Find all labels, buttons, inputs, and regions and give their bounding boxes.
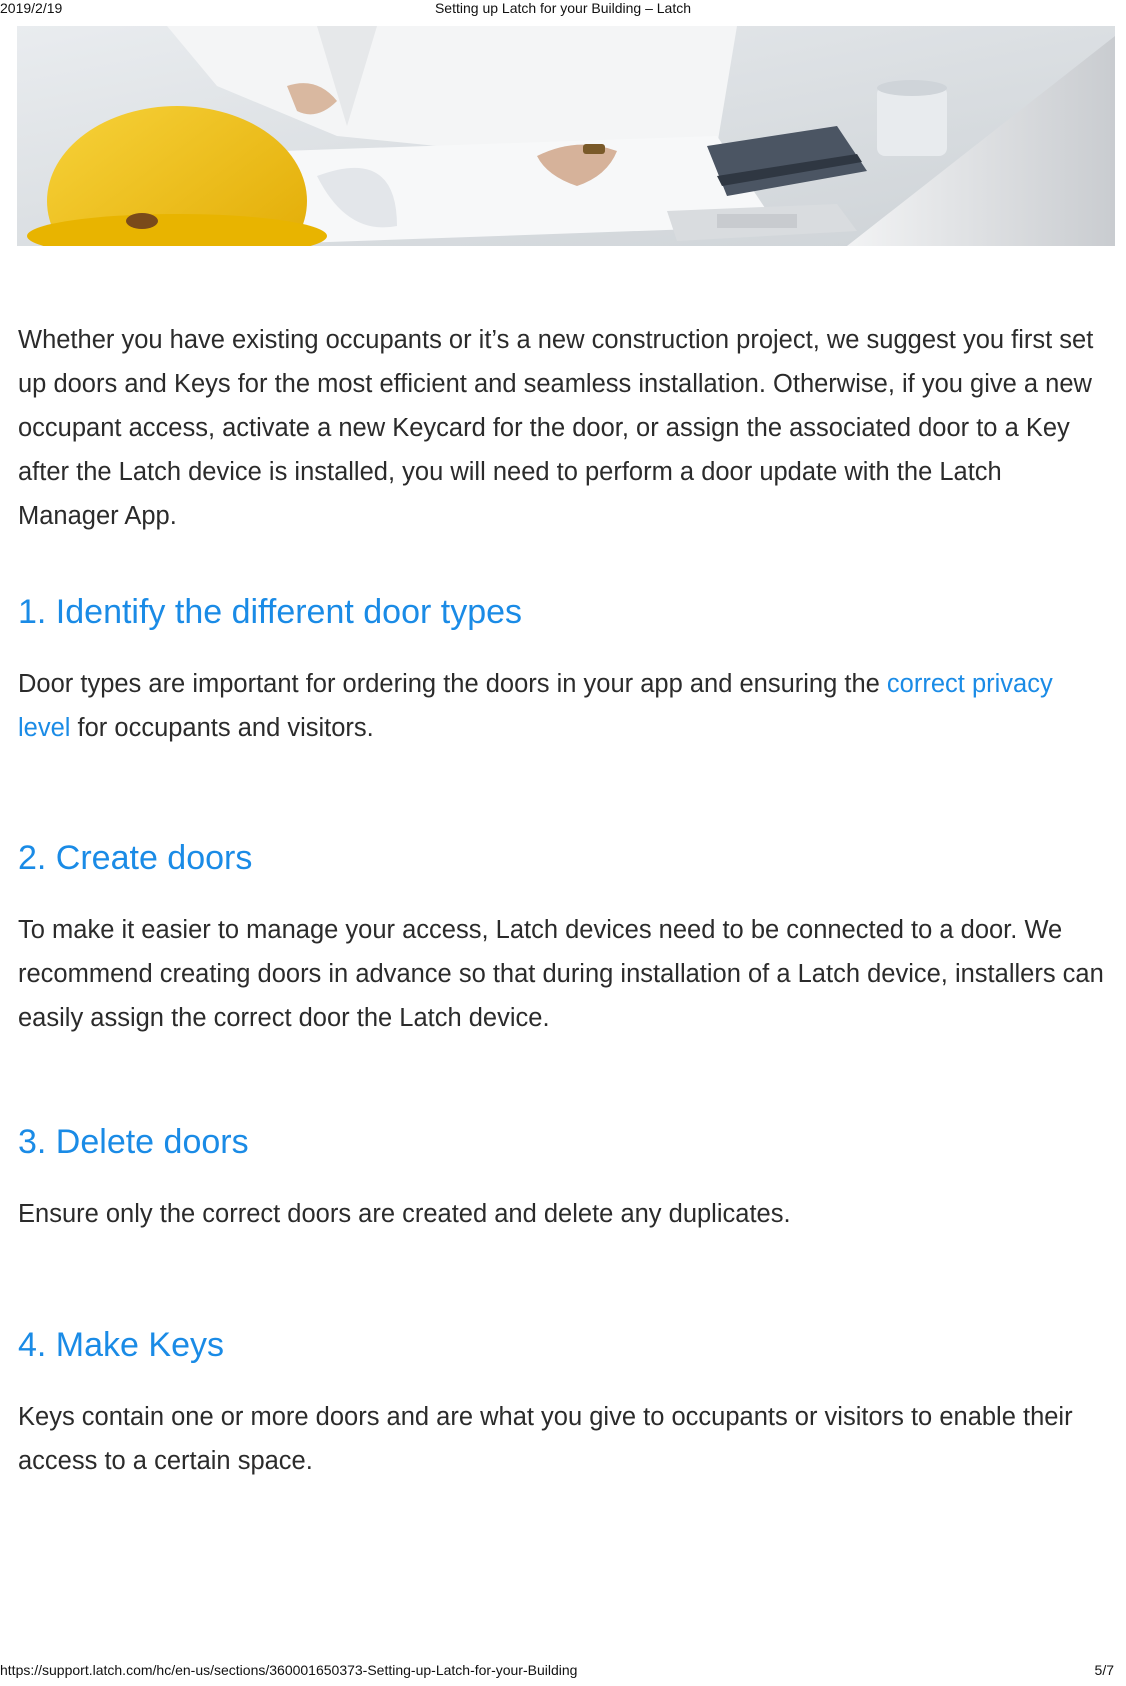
section-door-types — [18, 590, 1108, 750]
paragraph-text: Door types are important for ordering the doors in your app and ensuring the — [18, 670, 887, 698]
section-make-keys — [18, 1323, 1108, 1483]
section-heading: 3. Delete doors — [18, 1123, 249, 1161]
paragraph-text: for occupants and visitors. — [70, 714, 374, 742]
section-delete-doors — [18, 1120, 1108, 1236]
print-date: 2019/2/19 — [0, 0, 63, 16]
page-number: 5/7 — [1094, 1662, 1114, 1678]
section-heading: 2. Create doors — [18, 839, 253, 877]
print-footer — [0, 1662, 1126, 1682]
section-paragraph — [18, 662, 1108, 750]
correct-privacy-level-link[interactable]: correct privacy level — [18, 670, 1053, 742]
print-title: Setting up Latch for your Building – Latch — [434, 0, 692, 16]
section-paragraph: To make it easier to manage your access, Latch devices need to be connected to a door. We recommend creating doors in advance so that during installation of a Latch device, installers can easily assign the correct door the Latch device. — [18, 916, 1104, 1032]
section-paragraph: Keys contain one or more doors and are what you give to occupants or visitors to enable their access to a certain space. — [18, 1403, 1073, 1475]
section-heading: 4. Make Keys — [18, 1326, 224, 1364]
hero-image — [17, 26, 1115, 246]
section-create-doors — [18, 836, 1108, 1040]
section-paragraph: Ensure only the correct doors are created and delete any duplicates. — [18, 1200, 791, 1228]
print-url: https://support.latch.com/hc/en-us/sections/360001650373-Setting-up-Latch-for-your-Building — [0, 1662, 578, 1678]
section-heading: 1. Identify the different door types — [18, 593, 523, 631]
print-header — [0, 0, 1126, 20]
intro-paragraph: Whether you have existing occupants or it’s a new construction project, we suggest you first set up doors and Keys for the most efficient and seamless installation. Otherwise, if you give a new occupant access, activate a new Keycard for the door, or assign the associated door to a Key after the Latch device is installed, you will need to perform a door update with the Latch Manager App. — [18, 326, 1094, 530]
hero-photo-illustration — [17, 26, 1115, 246]
